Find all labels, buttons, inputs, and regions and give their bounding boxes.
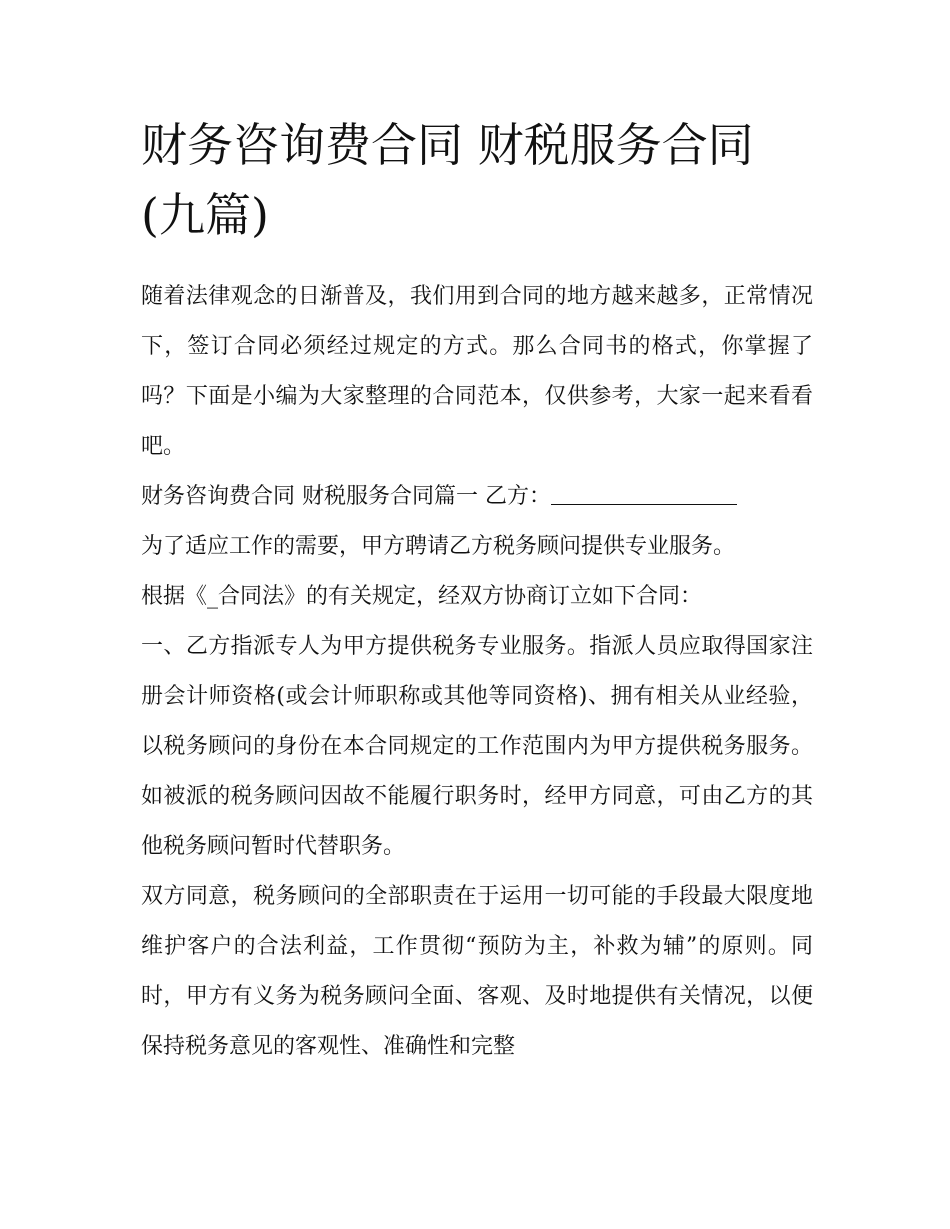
basis-paragraph: 根据《_合同法》的有关规定，经双方协商订立如下合同： xyxy=(141,584,703,609)
document-title: 财务咨询费合同 财税服务合同(九篇) xyxy=(141,118,754,242)
duty-paragraph: 双方同意，税务顾问的全部职责在于运用一切可能的手段最大限度地维护客户的合法利益，工作贯彻“预防为主，补救为辅”的原则。同时，甲方有义务为税务顾问全面、客观、及时地提供有关情况，以便保持税务意见的客观性、准确性和完整 xyxy=(141,884,813,1059)
document-page xyxy=(141,110,813,1072)
party-b-blank-line xyxy=(551,484,737,505)
clause-one-paragraph: 一、乙方指派专人为甲方提供税务专业服务。指派人员应取得国家注册会计师资格(或会计师职称或其他等同资格)、拥有相关从业经验，以税务顾问的身份在本合同规定的工作范围内为甲方提供税务服务。如被派的税务顾问因故不能履行职务时，经甲方同意，可由乙方的其他税务顾问暂时代替职务。 xyxy=(141,634,813,859)
section-heading: 财务咨询费合同 财税服务合同篇一 乙方： xyxy=(141,484,551,509)
intro-paragraph: 随着法律观念的日渐普及，我们用到合同的地方越来越多，正常情况下，签订合同必须经过规定的方式。那么合同书的格式，你掌握了吗？下面是小编为大家整理的合同范本，仅供参考，大家一起来看看吧。 xyxy=(141,284,813,459)
section-heading-line xyxy=(141,472,813,522)
purpose-paragraph: 为了适应工作的需要，甲方聘请乙方税务顾问提供专业服务。 xyxy=(141,534,736,559)
